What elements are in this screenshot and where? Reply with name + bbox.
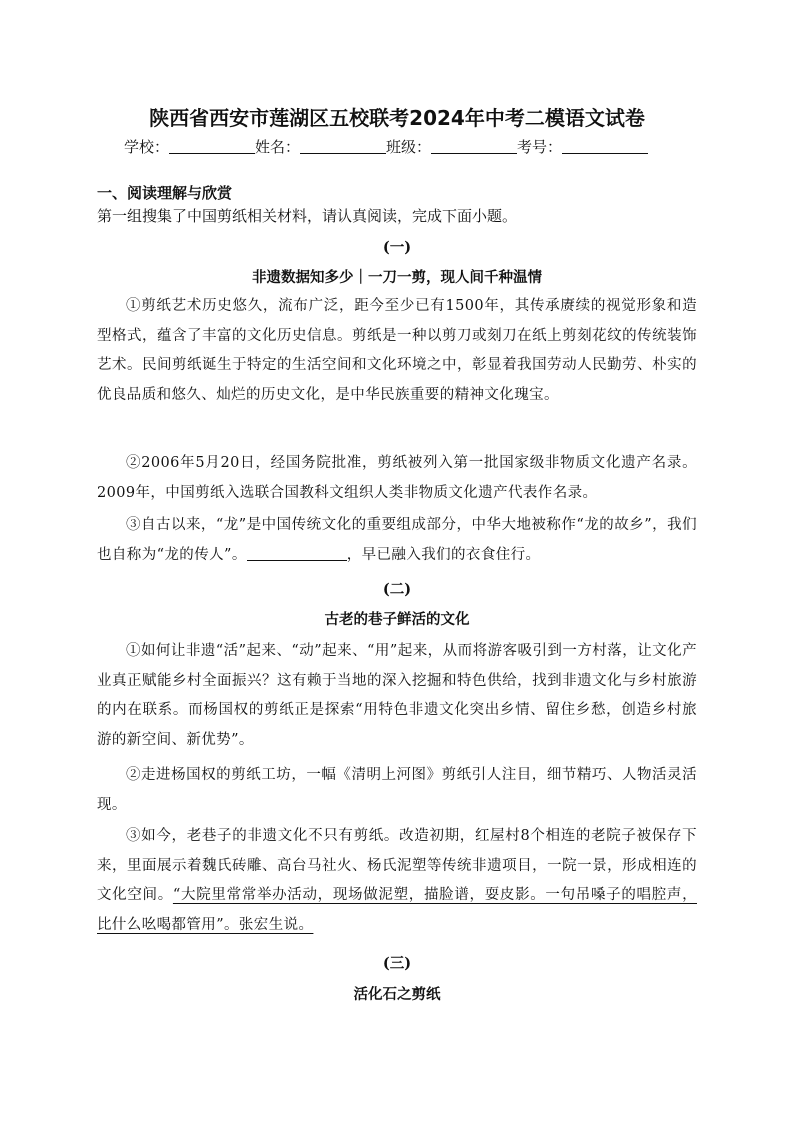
fill-in-blank bbox=[247, 546, 347, 561]
part2-label: (二) bbox=[382, 581, 412, 598]
student-info-line bbox=[124, 136, 648, 157]
school-blank bbox=[169, 139, 255, 154]
part1-title: 非遗数据知多少｜一刀一剪，现人间千种温情 bbox=[252, 269, 542, 286]
part3-title: 活化石之剪纸 bbox=[353, 986, 441, 1003]
part2-paragraph-2: ②走进杨国权的剪纸工坊，一幅《清明上河图》剪纸引人注目，细节精巧、人物活灵活现。 bbox=[97, 767, 697, 813]
part1-paragraph-3-text-b: ，早已融入我们的衣食住行。 bbox=[346, 546, 541, 563]
part1-paragraph-2: ②2006年5月20日，经国务院批准，剪纸被列入第一批国家级非物质文化遗产名录。2009年，中国剪纸入选联合国教科文组织人类非物质文化遗产代表作名录。 bbox=[97, 455, 697, 501]
part1-paragraph-3 bbox=[97, 511, 697, 570]
part2-paragraph-3-text-a: ③如今，老巷子的非遗文化不只有剪纸。改造初期，红屋村8个相连的老院子被保存下来，里面展示着魏氏砖雕、高台马社火、杨氏泥塑等传统非遗项目，一院一景，形成相连的文化空间。 bbox=[97, 828, 697, 903]
school-label: 学校： bbox=[124, 138, 170, 156]
part1-label: (一) bbox=[382, 239, 412, 256]
class-blank bbox=[431, 139, 517, 154]
underlined-quote: “大院里常常举办活动，现场做泥塑，描脸谱，耍皮影。一句吊嗓子的唱腔声，比什么吆喝都管用”。张宏生说。 bbox=[97, 887, 697, 933]
part1-paragraph-3-text-a: ③自古以来，“龙”是中国传统文化的重要组成部分，中华大地被称作“龙的故乡”，我们也自称为“龙的传人”。 bbox=[97, 517, 697, 563]
name-label: 姓名： bbox=[255, 138, 301, 156]
part2-paragraph-3 bbox=[97, 822, 697, 940]
part2-paragraph-1: ①如何让非遗“活”起来、“动”起来、“用”起来，从而将游客吸引到一方村落，让文化产业真正赋能乡村全面振兴？这有赖于当地的深入挖掘和特色供给，找到非遗文化与乡村旅游的内在联系。而杨国权的剪纸正是探索“用特色非遗文化突出乡情、留住乡愁，创造乡村旅游的新空间、新优势”。 bbox=[97, 643, 697, 748]
section-heading: 一、阅读理解与欣赏 bbox=[97, 184, 233, 202]
number-blank bbox=[562, 139, 648, 154]
page-title: 陕西省西安市莲湖区五校联考2024年中考二模语文试卷 bbox=[149, 106, 645, 130]
number-label: 考号： bbox=[517, 138, 563, 156]
class-label: 班级： bbox=[386, 138, 432, 156]
part1-paragraph-1: ①剪纸艺术历史悠久，流布广泛，距今至少已有1500年，其传承赓续的视觉形象和造型格式，蕴含了丰富的文化历史信息。剪纸是一种以剪刀或刻刀在纸上剪刻花纹的传统装饰艺术。民间剪纸诞生于特定的生活空间和文化环境之中，彰显着我国劳动人民勤劳、朴实的优良品质和悠久、灿烂的历史文化，是中华民族重要的精神文化瑰宝。 bbox=[97, 298, 697, 403]
part2-title: 古老的巷子鲜活的文化 bbox=[324, 611, 470, 628]
section-intro: 第一组搜集了中国剪纸相关材料，请认真阅读，完成下面小题。 bbox=[97, 207, 518, 225]
name-blank bbox=[300, 139, 386, 154]
part3-label: (三) bbox=[382, 955, 412, 972]
